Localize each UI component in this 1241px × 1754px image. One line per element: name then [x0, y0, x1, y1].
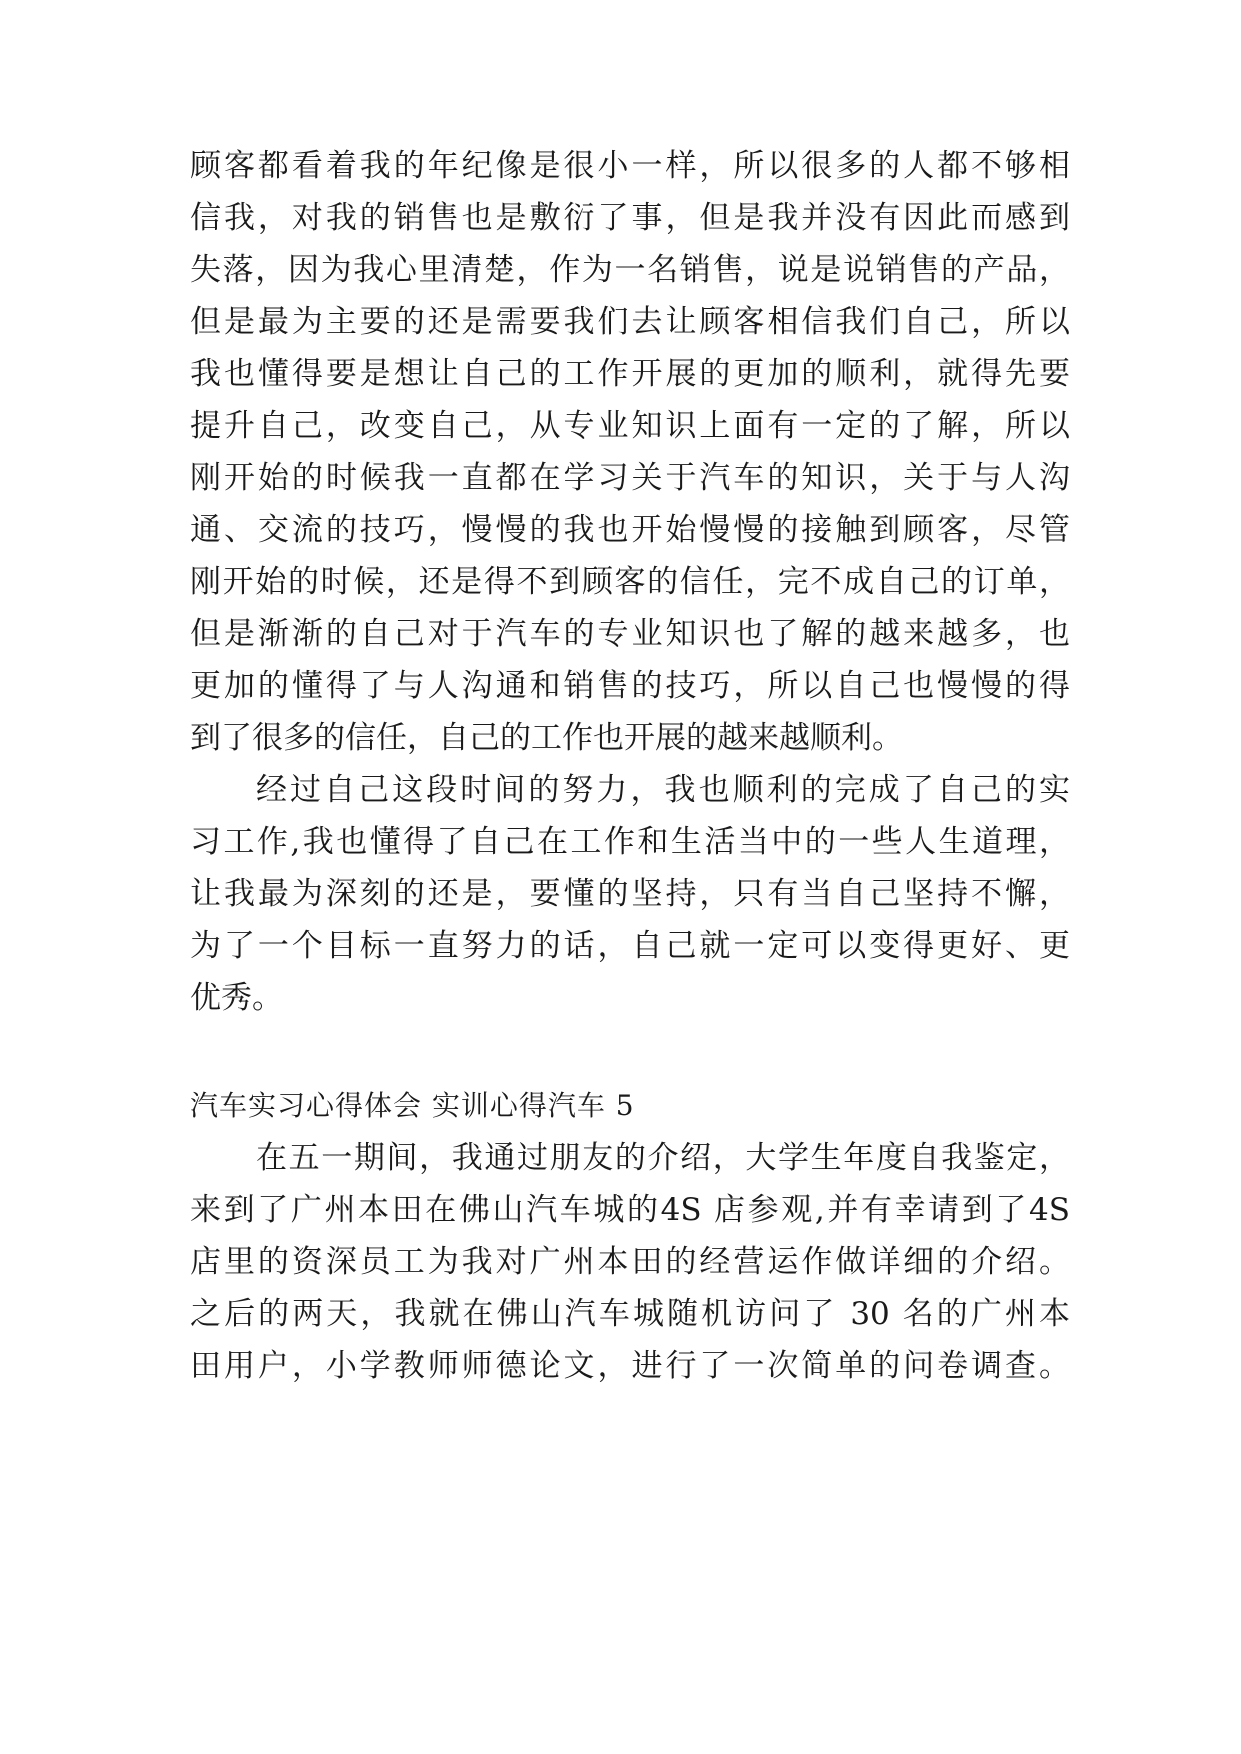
body-line: 但是最为主要的还是需要我们去让顾客相信我们自己，所以	[190, 304, 1070, 340]
body-line: 优秀。	[190, 980, 283, 1016]
body-line: 之后的两天，我就在佛山汽车城随机访问了 30 名的广州本	[190, 1296, 1070, 1332]
body-line: 来到了广州本田在佛山汽车城的4S 店参观,并有幸请到了4S	[190, 1192, 1070, 1228]
body-line: 失落，因为我心里清楚，作为一名销售，说是说销售的产品，	[190, 252, 1070, 288]
body-line: 通、交流的技巧，慢慢的我也开始慢慢的接触到顾客，尽管	[190, 512, 1070, 548]
body-line: 提升自己，改变自己，从专业知识上面有一定的了解，所以	[190, 408, 1070, 444]
body-line: 为了一个目标一直努力的话，自己就一定可以变得更好、更	[190, 928, 1070, 964]
body-line: 习工作,我也懂得了自己在工作和生活当中的一些人生道理，	[190, 824, 1070, 860]
body-line: 在五一期间，我通过朋友的介绍，大学生年度自我鉴定，	[256, 1140, 1070, 1176]
body-line: 田用户，小学教师师德论文，进行了一次简单的问卷调查。	[190, 1348, 1070, 1384]
section-heading: 汽车实习心得体会 实训心得汽车 5	[190, 1089, 635, 1122]
body-line: 店里的资深员工为我对广州本田的经营运作做详细的介绍。	[190, 1244, 1070, 1280]
body-line: 信我，对我的销售也是敷衍了事，但是我并没有因此而感到	[190, 200, 1070, 236]
body-line: 刚开始的时候，还是得不到顾客的信任，完不成自己的订单，	[190, 564, 1070, 600]
body-line: 更加的懂得了与人沟通和销售的技巧，所以自己也慢慢的得	[190, 668, 1070, 704]
body-line: 经过自己这段时间的努力，我也顺利的完成了自己的实	[256, 772, 1070, 808]
body-line: 我也懂得要是想让自己的工作开展的更加的顺利，就得先要	[190, 356, 1070, 392]
body-line: 但是渐渐的自己对于汽车的专业知识也了解的越来越多，也	[190, 616, 1070, 652]
body-line: 到了很多的信任，自己的工作也开展的越来越顺利。	[190, 720, 903, 756]
body-line: 让我最为深刻的还是，要懂的坚持，只有当自己坚持不懈，	[190, 876, 1070, 912]
body-line: 刚开始的时候我一直都在学习关于汽车的知识，关于与人沟	[190, 460, 1070, 496]
body-line: 顾客都看着我的年纪像是很小一样，所以很多的人都不够相	[190, 148, 1070, 184]
